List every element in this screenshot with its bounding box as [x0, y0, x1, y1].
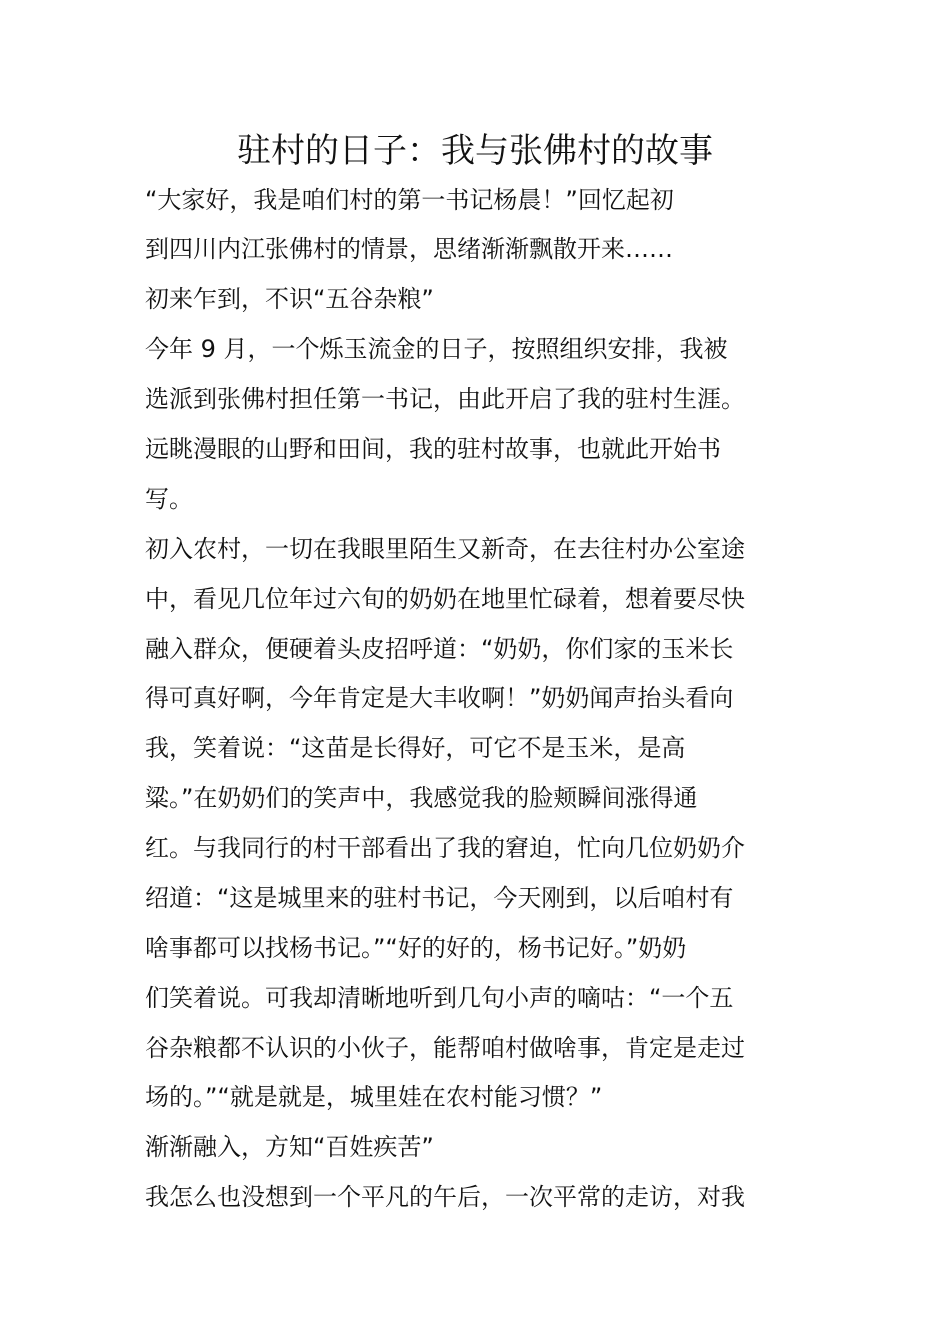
paragraph-line: 远眺漫眼的山野和田间，我的驻村故事，也就此开始书 [145, 435, 721, 463]
paragraph-line: 今年 9 月，一个烁玉流金的日子，按照组织安排，我被 [145, 335, 728, 363]
paragraph-line: 们笑着说。可我却清晰地听到几句小声的嘀咕：“一个五 [145, 984, 734, 1012]
paragraph-line: 初入农村，一切在我眼里陌生又新奇，在去往村办公室途 [145, 535, 745, 563]
paragraph-line: 中，看见几位年过六旬的奶奶在地里忙碌着，想着要尽快 [145, 585, 745, 613]
paragraph-line: 红。与我同行的村干部看出了我的窘迫，忙向几位奶奶介 [145, 834, 745, 862]
paragraph-line: 到四川内江张佛村的情景，思绪渐渐飘散开来…… [145, 235, 673, 263]
paragraph-line: 谷杂粮都不认识的小伙子，能帮咱村做啥事，肯定是走过 [145, 1034, 745, 1062]
paragraph-line: 得可真好啊，今年肯定是大丰收啊！”奶奶闻声抬头看向 [145, 684, 734, 712]
document-title: 驻村的日子：我与张佛村的故事 [237, 131, 713, 171]
paragraph-line: 我，笑着说：“这苗是长得好，可它不是玉米，是高 [145, 734, 686, 762]
section-heading: 渐渐融入，方知“百姓疾苦” [145, 1133, 434, 1161]
paragraph-line: 写。 [145, 485, 193, 513]
paragraph-line: 场的。”“就是就是，城里娃在农村能习惯？” [145, 1083, 603, 1111]
paragraph-line: “大家好，我是咱们村的第一书记杨晨！”回忆起初 [145, 186, 674, 214]
paragraph-line: 我怎么也没想到一个平凡的午后，一次平常的走访，对我 [145, 1183, 745, 1211]
section-heading: 初来乍到，不识“五谷杂粮” [145, 285, 434, 313]
paragraph-line: 绍道：“这是城里来的驻村书记，今天刚到，以后咱村有 [145, 884, 734, 912]
paragraph-line: 选派到张佛村担任第一书记，由此开启了我的驻村生涯。 [145, 385, 745, 413]
paragraph-line: 啥事都可以找杨书记。”“好的好的，杨书记好。”奶奶 [145, 934, 687, 962]
paragraph-line: 融入群众，便硬着头皮招呼道：“奶奶，你们家的玉米长 [145, 635, 734, 663]
paragraph-line: 粱。”在奶奶们的笑声中，我感觉我的脸颊瞬间涨得通 [145, 784, 698, 812]
